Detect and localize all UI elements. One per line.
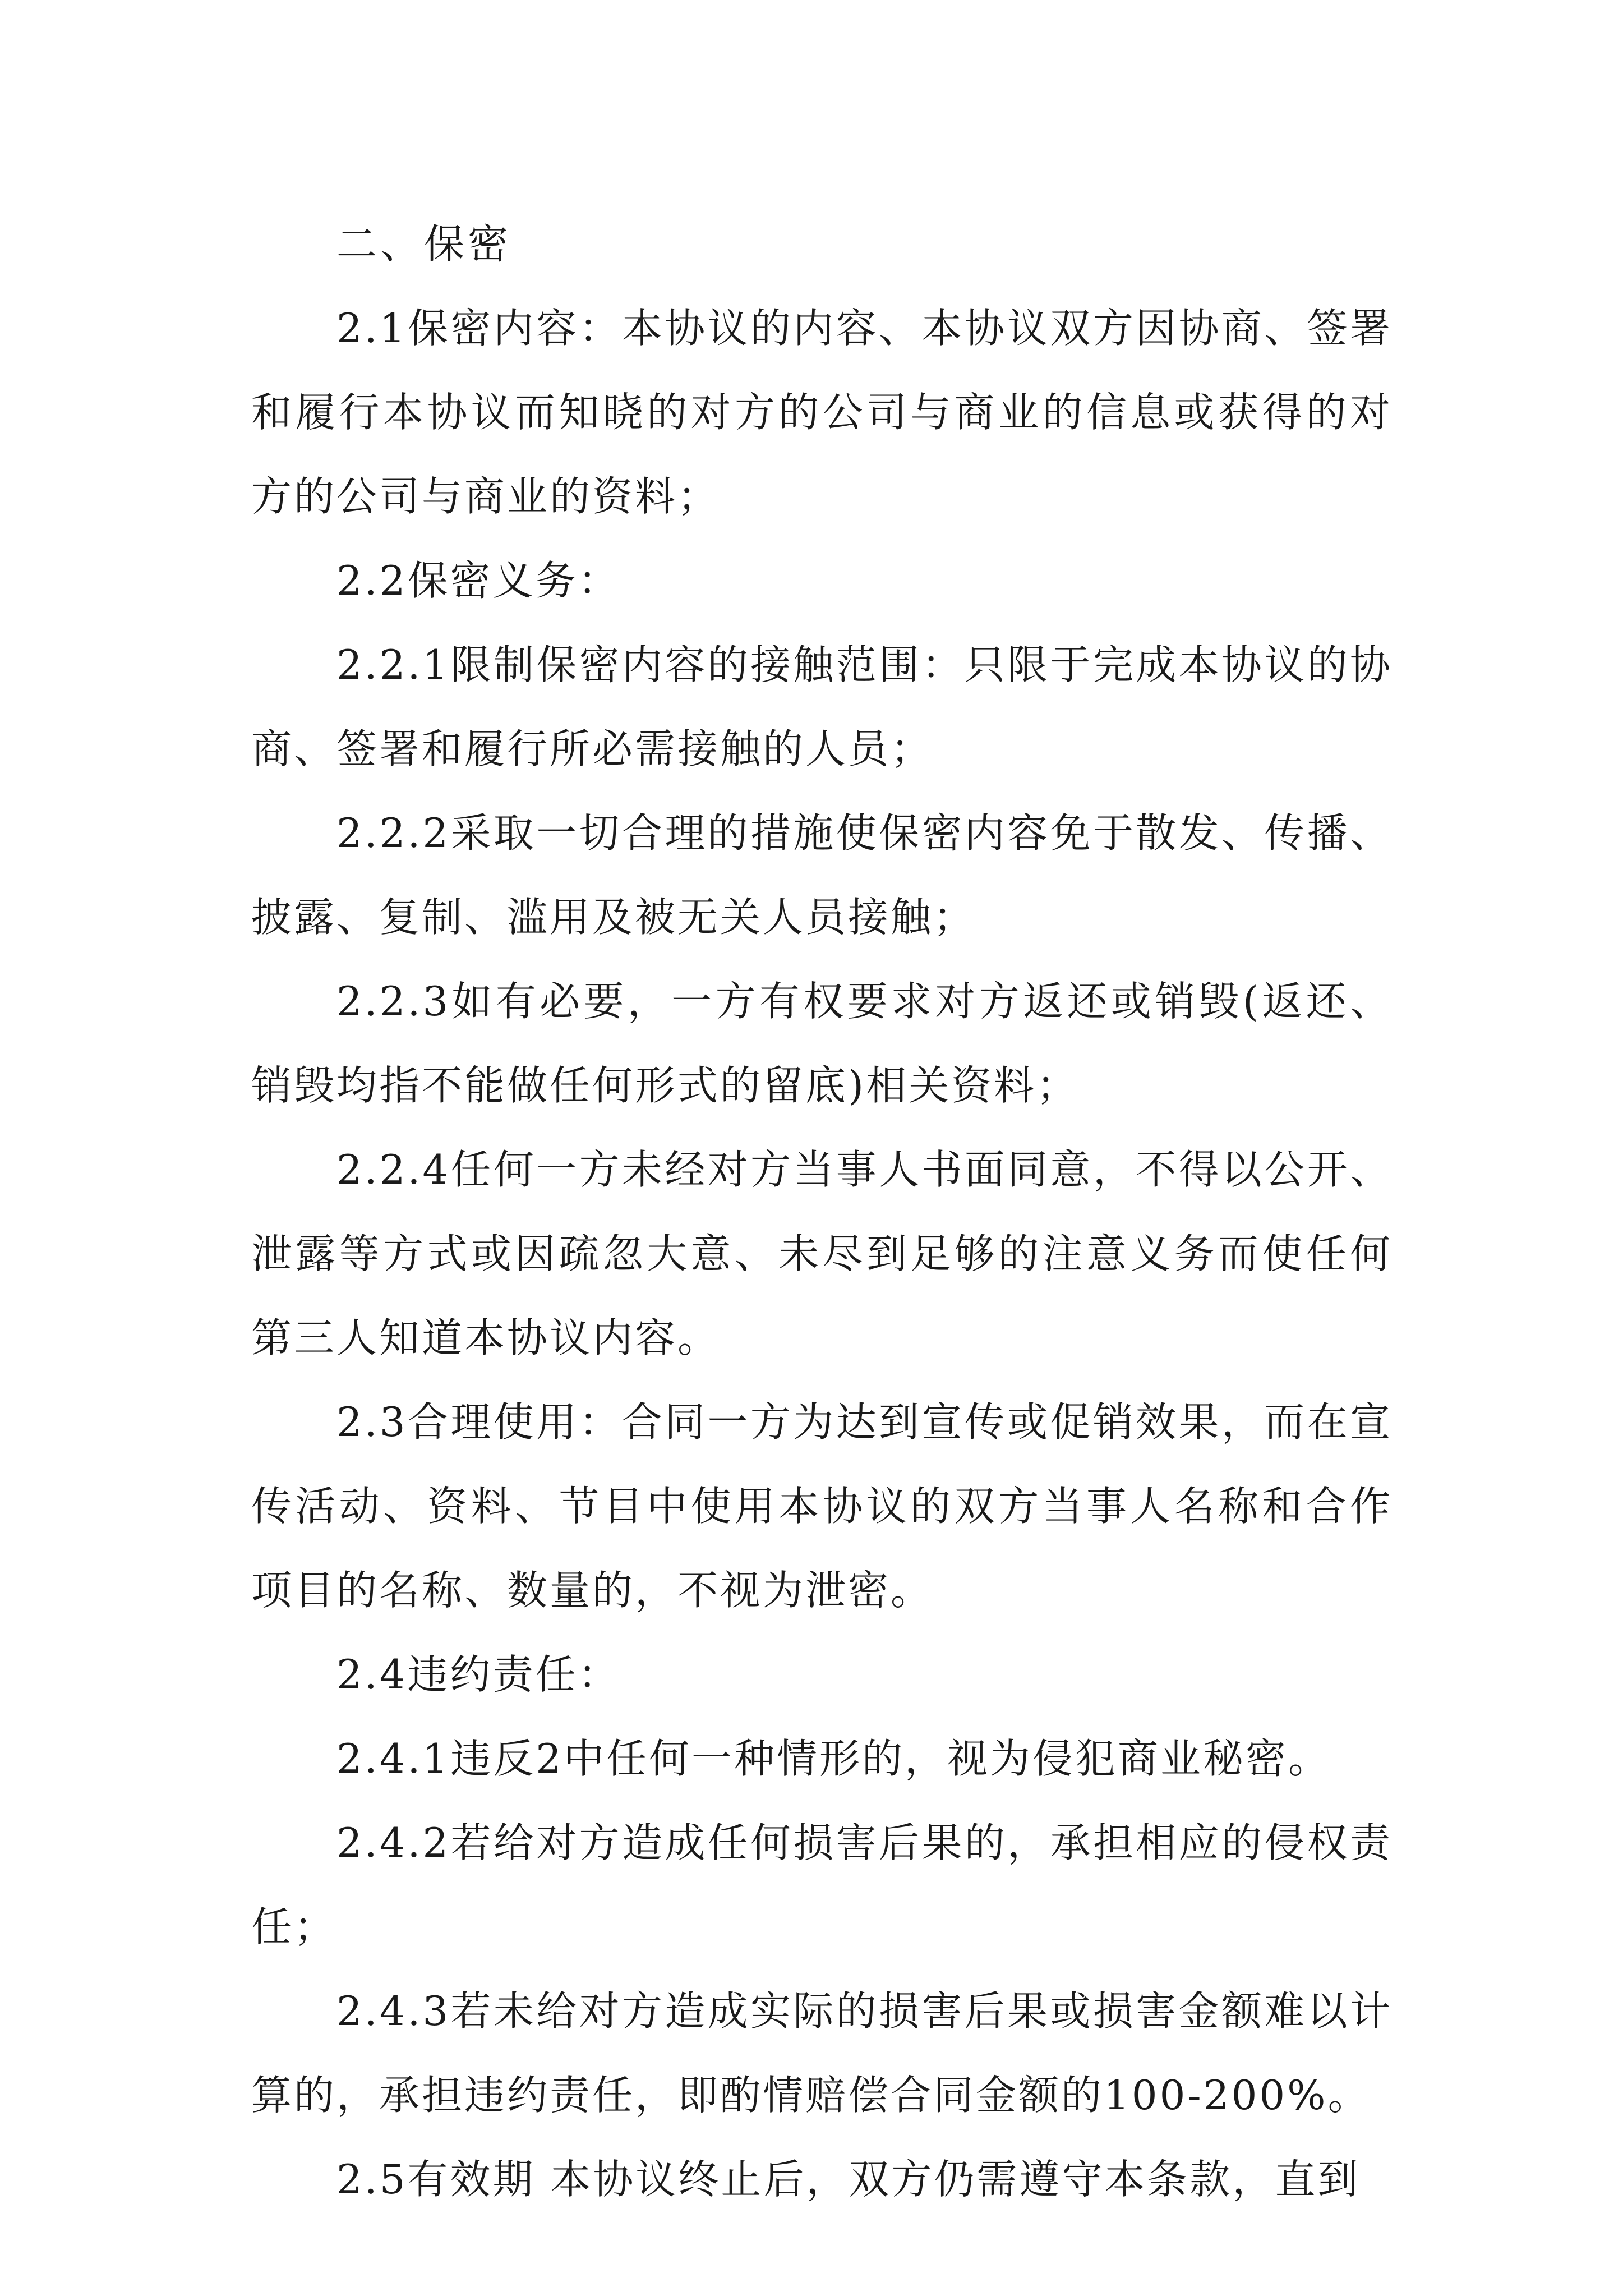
clause-2-4-2: 2.4.2若给对方造成任何损害后果的，承担相应的侵权责任； xyxy=(251,1819,1393,1950)
section-heading: 二、保密 xyxy=(336,220,512,268)
clause-2-4: 2.4违约责任： xyxy=(336,1651,621,1698)
clause-2-1: 2.1保密内容：本协议的内容、本协议双方因协商、签署和履行本协议而知晓的对方的公司与商业的信息或获得的对方的公司与商业的资料； xyxy=(251,305,1393,520)
clause-2-4-1: 2.4.1违反2中任何一种情形的，视为侵犯商业秘密。 xyxy=(336,1735,1331,1782)
clause-2-3: 2.3合理使用：合同一方为达到宣传或促销效果，而在宣传活动、资料、节目中使用本协议的双方当事人名称和合作项目的名称、数量的，不视为泄密。 xyxy=(251,1398,1393,1614)
clause-2-2: 2.2保密义务： xyxy=(336,557,621,604)
clause-2-5: 2.5有效期 本协议终止后，双方仍需遵守本条款，直到 xyxy=(336,2156,1361,2203)
clause-2-2-2: 2.2.2采取一切合理的措施使保密内容免于散发、传播、披露、复制、滥用及被无关人员接触； xyxy=(251,809,1393,941)
clause-2-2-1: 2.2.1限制保密内容的接触范围：只限于完成本协议的协商、签署和履行所必需接触的人员； xyxy=(251,641,1393,772)
clause-2-4-3: 2.4.3若未给对方造成实际的损害后果或损害金额难以计算的，承担违约责任，即酌情赔偿合同金额的100-200%。 xyxy=(251,1987,1393,2119)
document-body xyxy=(251,202,1393,2221)
clause-2-2-4: 2.2.4任何一方未经对方当事人书面同意，不得以公开、泄露等方式或因疏忽大意、未尽到足够的注意义务而使任何第三人知道本协议内容。 xyxy=(251,1146,1393,1361)
clause-2-2-3: 2.2.3如有必要，一方有权要求对方返还或销毁(返还、销毁均指不能做任何形式的留底)相关资料； xyxy=(251,978,1393,1109)
